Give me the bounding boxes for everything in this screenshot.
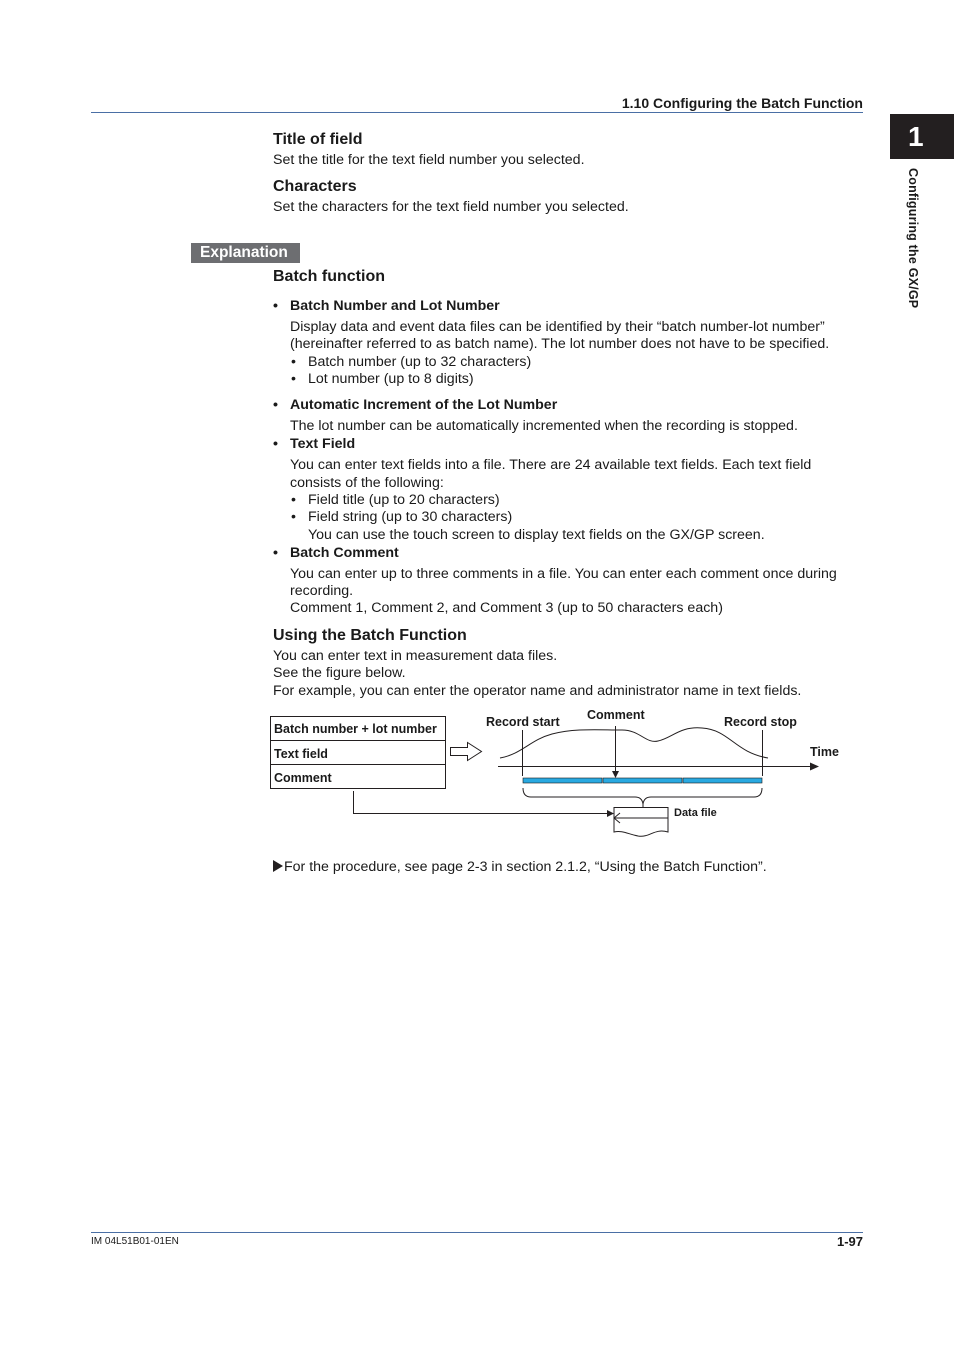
procedure-reference [273,859,767,877]
title-of-field-text: Set the title for the text field number you selected. [273,152,585,168]
time-axis-arrow-icon [810,763,819,771]
item-text: You can enter text fields into a file. There are 24 available text fields. Each text field [290,457,812,473]
data-file-label: Data file [674,807,717,819]
hollow-arrow-icon [451,743,482,761]
record-stop-label: Record stop [724,715,797,729]
time-axis-label: Time [810,745,839,759]
batch-diagram [260,700,860,850]
sub-item: Field string (up to 30 characters) [308,509,513,525]
item-text: recording. [290,583,354,599]
item-text: Display data and event data files can be identified by their “batch number-lot number” [290,319,825,335]
item-title-batch-comment: Batch Comment [290,545,399,561]
sub-bullet-marker: • [291,371,296,387]
sub-item: Field title (up to 20 characters) [308,492,500,508]
item-text: The lot number can be automatically incremented when the recording is stopped. [290,418,798,434]
explanation-label: Explanation [191,243,300,263]
data-segment [603,778,682,783]
document-id: IM 04L51B01-01EN [91,1236,179,1247]
data-segment [523,778,602,783]
item-text: You can enter up to three comments in a file. You can enter each comment once during [290,566,837,582]
characters-heading: Characters [273,178,357,195]
procedure-reference-text: For the procedure, see page 2-3 in section 2.1.2, “Using the Batch Function”. [284,859,767,875]
running-header-title: 1.10 Configuring the Batch Function [621,95,863,111]
sub-item: Batch number (up to 32 characters) [308,354,532,370]
using-batch-text: You can enter text in measurement data files. [273,648,558,664]
sub-bullet-marker: • [291,492,296,508]
bullet-marker: • [273,436,278,452]
data-file-icon [614,808,668,837]
item-text: Comment 1, Comment 2, and Comment 3 (up to 50 characters each) [290,600,723,616]
sub-bullet-marker: • [291,509,296,525]
item-title-batch-lot: Batch Number and Lot Number [290,298,500,314]
title-of-field-heading: Title of field [273,131,363,148]
item-title-text-field: Text Field [290,436,356,452]
grouping-brace [523,788,762,804]
footer-rule [91,1232,863,1233]
chapter-tab: 1 [890,114,954,159]
comment-label: Comment [587,708,645,722]
chapter-side-label: Configuring the GX/GP [906,168,920,309]
item-text: consists of the following: [290,475,444,491]
triangle-right-icon [273,860,283,872]
batch-function-heading: Batch function [273,268,385,285]
box-row-text-field: Text field [274,747,328,761]
item-title-auto-increment: Automatic Increment of the Lot Number [290,397,558,413]
box-to-file-connector [354,791,608,814]
record-start-label: Record start [486,715,560,729]
connector-arrow-head-icon [607,810,614,817]
box-row-comment: Comment [274,771,332,785]
signal-waveform [500,728,768,758]
using-batch-text: For example, you can enter the operator name and administrator name in text fields. [273,683,802,699]
comment-arrow-head-icon [612,771,619,778]
using-batch-text: See the figure below. [273,665,406,681]
bullet-marker: • [273,397,278,413]
header-rule [91,112,863,113]
item-text: (hereinafter referred to as batch name). The lot number does not have to be specified. [290,336,830,352]
sub-item: Lot number (up to 8 digits) [308,371,474,387]
box-row-batch-number: Batch number + lot number [274,722,437,736]
page-number: 1-97 [836,1234,863,1249]
characters-text: Set the characters for the text field number you selected. [273,199,629,215]
sub-item-note: You can use the touch screen to display text fields on the GX/GP screen. [308,527,765,543]
using-batch-heading: Using the Batch Function [273,627,467,644]
data-segment [683,778,762,783]
bullet-marker: • [273,545,278,561]
sub-bullet-marker: • [291,354,296,370]
bullet-marker: • [273,298,278,314]
